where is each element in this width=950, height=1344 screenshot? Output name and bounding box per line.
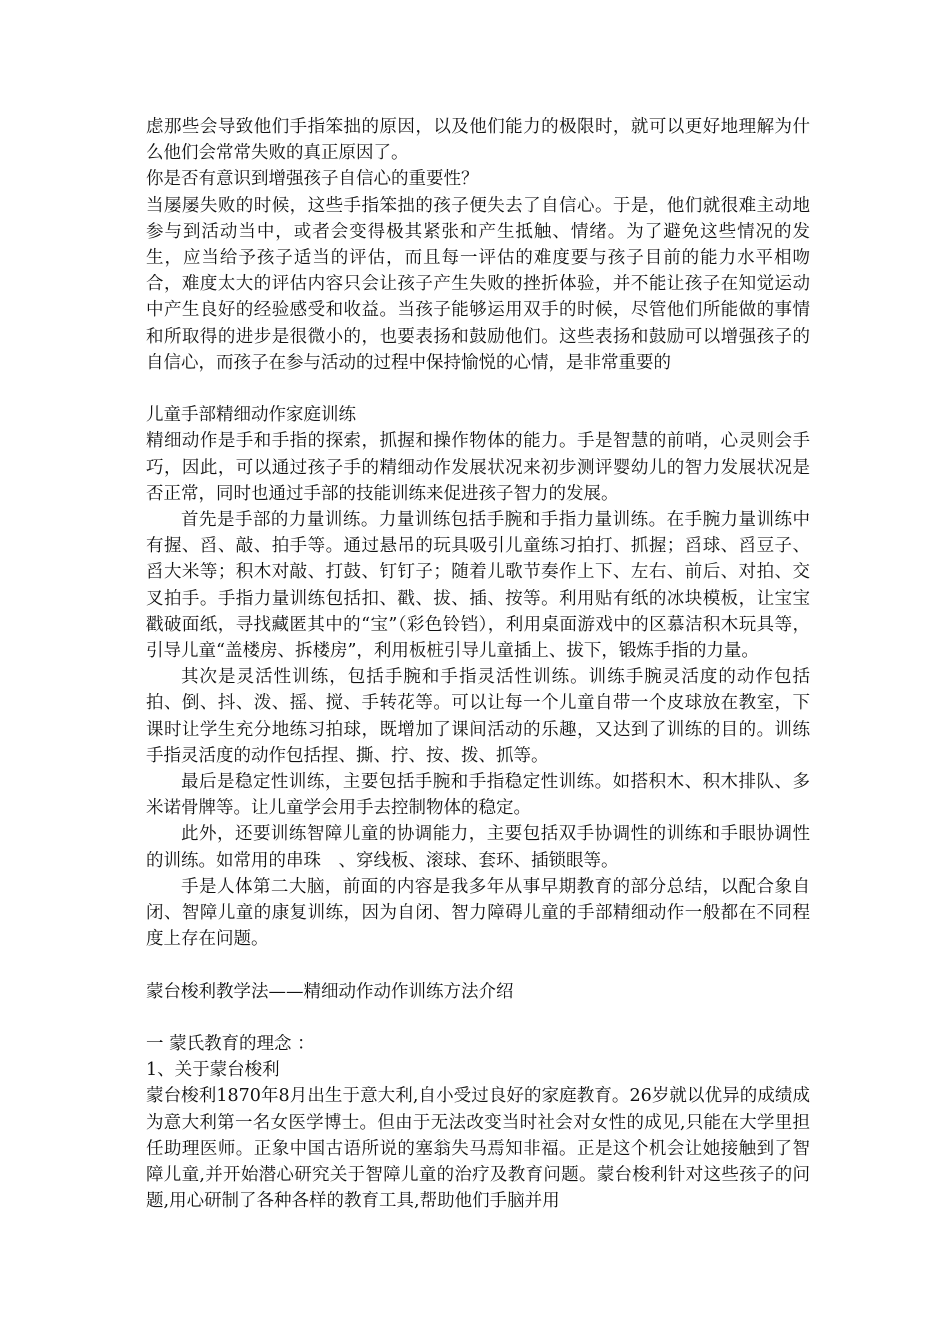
subheading-about-montessori: 1、关于蒙台梭利 xyxy=(146,1060,280,1081)
section-heading-home-training: 儿童手部精细动作家庭训练 xyxy=(146,405,356,426)
paragraph-coordination-training: 此外，还要训练智障儿童的协调能力，主要包括双手协调性的训练和手眼协调性的训练。如常用的串珠 、穿线板、滚球、套环、插锁眼等。 xyxy=(146,824,810,871)
paragraph-strength-training: 首先是手部的力量训练。力量训练包括手腕和手指力量训练。在手腕力量训练中有握、舀、敲、拍手等。通过悬吊的玩具吸引儿童练习拍打、抓握；舀球、舀豆子、舀大米等；积木对敲、打鼓、钉钉子；随着儿歌节奏作上下、左右、前后、对拍、交叉拍手。手指力量训练包括扣、戳、拔、插、按等。利用贴有纸的冰块模板，让宝宝戳破面纸，寻找藏匿其中的“宝”（彩色铃铛），利用桌面游戏中的区慕洁积木玩具等，引导儿童“盖楼房、拆楼房”，利用板桩引导儿童插上、拔下，锻炼手指的力量。 xyxy=(146,510,810,662)
paragraph-stability-training: 最后是稳定性训练，主要包括手腕和手指稳定性训练。如搭积木、积木排队、多米诺骨牌等。让儿童学会用手去控制物体的稳定。 xyxy=(146,772,810,819)
document-body xyxy=(146,114,810,1214)
paragraph-montessori-biography: 蒙台梭利1870年8月出生于意大利,自小受过良好的家庭教育。26岁就以优异的成绩成为意大利第一名女医学博士。但由于无法改变当时社会对女性的成见,只能在大学里担任助理医师。正象中国古语所说的塞翁失马焉知非福。正是这个机会让她接触到了智障儿童,并开始潜心研究关于智障儿童的治疗及教育问题。蒙台梭利针对这些孩子的问题,用心研制了各种各样的教育工具,帮助他们手脑并用 xyxy=(146,1086,810,1212)
blank-line xyxy=(146,1005,810,1031)
paragraph-confidence: 当屡屡失败的时候，这些手指笨拙的孩子便失去了自信心。于是，他们就很难主动地参与到活动当中，或者会变得极其紧张和产生抵触、情绪。为了避免这些情况的发生，应当给予孩子适当的评估，而且每一评估的难度要与孩子目前的能力水平相吻合，难度太大的评估内容只会让孩子产生失败的挫折体验，并不能让孩子在知觉运动中产生良好的经验感受和收益。当孩子能够运用双手的时候，尽管他们所能做的事情和所取得的进步是很微小的，也要表扬和鼓励他们。这些表扬和鼓励可以增强孩子的自信心，而孩子在参与活动的过程中保持愉悦的心情，是非常重要的 xyxy=(146,195,810,373)
question-heading: 你是否有意识到增强孩子自信心的重要性？ xyxy=(146,169,479,190)
blank-line xyxy=(146,376,810,402)
paragraph-flexibility-training: 其次是灵活性训练，包括手腕和手指灵活性训练。训练手腕灵活度的动作包括拍、倒、抖、泼、摇、搅、手转花等。可以让每一个儿童自带一个皮球放在教室，下课时让学生充分地练习拍球，既增加了课间活动的乐趣，又达到了训练的目的。训练手指灵活度的动作包括捏、撕、拧、按、拨、抓等。 xyxy=(146,667,810,766)
paragraph-summary: 手是人体第二大脑，前面的内容是我多年从事早期教育的部分总结，以配合象自闭、智障儿童的康复训练，因为自闭、智力障碍儿童的手部精细动作一般都在不同程度上存在问题。 xyxy=(146,876,810,950)
section-heading-montessori: 蒙台梭利教学法——精细动作动作训练方法介绍 xyxy=(146,981,514,1002)
paragraph-continuation: 虑那些会导致他们手指笨拙的原因，以及他们能力的极限时，就可以更好地理解为什么他们会常常失败的真正原因了。 xyxy=(146,117,810,164)
blank-line xyxy=(146,952,810,978)
paragraph-fine-motor-intro: 精细动作是手和手指的探索，抓握和操作物体的能力。手是智慧的前哨，心灵则会手巧，因此，可以通过孩子手的精细动作发展状况来初步测评婴幼儿的智力发展状况是否正常，同时也通过手部的技能训练来促进孩子智力的发展。 xyxy=(146,431,810,504)
subheading-montessori-concept: 一 蒙氏教育的理念 ： xyxy=(146,1034,315,1055)
